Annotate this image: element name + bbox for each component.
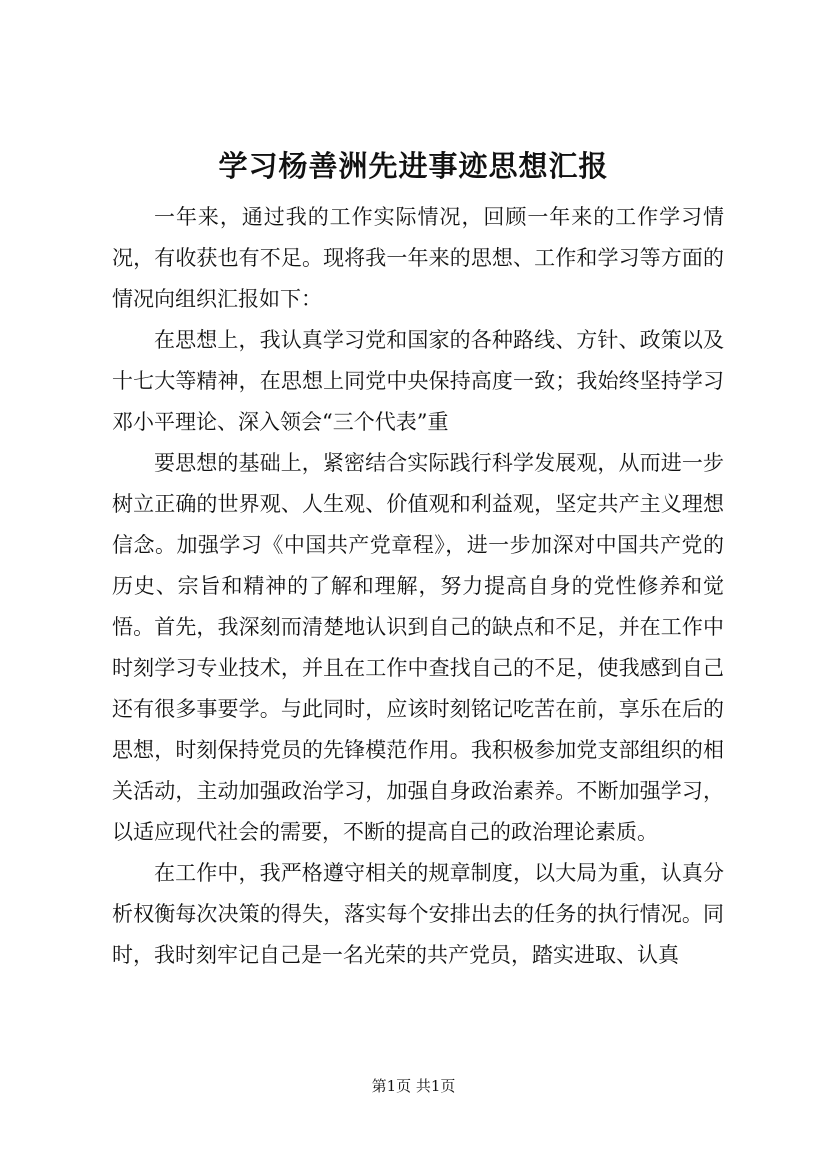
paragraph-work: 在工作中，我严格遵守相关的规章制度，以大局为重，认真分析权衡每次决策的得失，落实每个安排出去的任务的执行情况。同时，我时刻牢记自己是一名光荣的共产党员，踏实进取、认真 xyxy=(112,861,724,967)
page-number-footer: 第1页 共1页 xyxy=(371,1077,456,1095)
paragraph-study: 要思想的基础上，紧密结合实际践行科学发展观，从而进一步树立正确的世界观、人生观、价值观和利益观，坚定共产主义理想信念。加强学习《中国共产党章程》，进一步加深对中国共产党的历史、宗旨和精神的了解和理解，努力提高自身的党性修养和觉悟。首先，我深刻而清楚地认识到自己的缺点和不足，并在工作中时刻学习专业技术，并且在工作中查找自己的不足，使我感到自己还有很多事要学。与此同时，应该时刻铭记吃苦在前，享乐在后的思想，时刻保持党员的先锋模范作用。我积极参加党支部组织的相关活动，主动加强政治学习，加强自身政治素养。不断加强学习，以适应现代社会的需要，不断的提高自己的政治理论素质。 xyxy=(112,451,724,844)
document-body xyxy=(112,197,724,976)
document-title: 学习杨善洲先进事迹思想汇报 xyxy=(218,149,609,183)
paragraph-intro: 一年来，通过我的工作实际情况，回顾一年来的工作学习情况，有收获也有不足。现将我一年来的思想、工作和学习等方面的情况向组织汇报如下： xyxy=(112,205,724,311)
paragraph-ideology: 在思想上，我认真学习党和国家的各种路线、方针、政策以及十七大等精神，在思想上同党中央保持高度一致；我始终坚持学习邓小平理论、深入领会“三个代表”重 xyxy=(112,328,724,434)
